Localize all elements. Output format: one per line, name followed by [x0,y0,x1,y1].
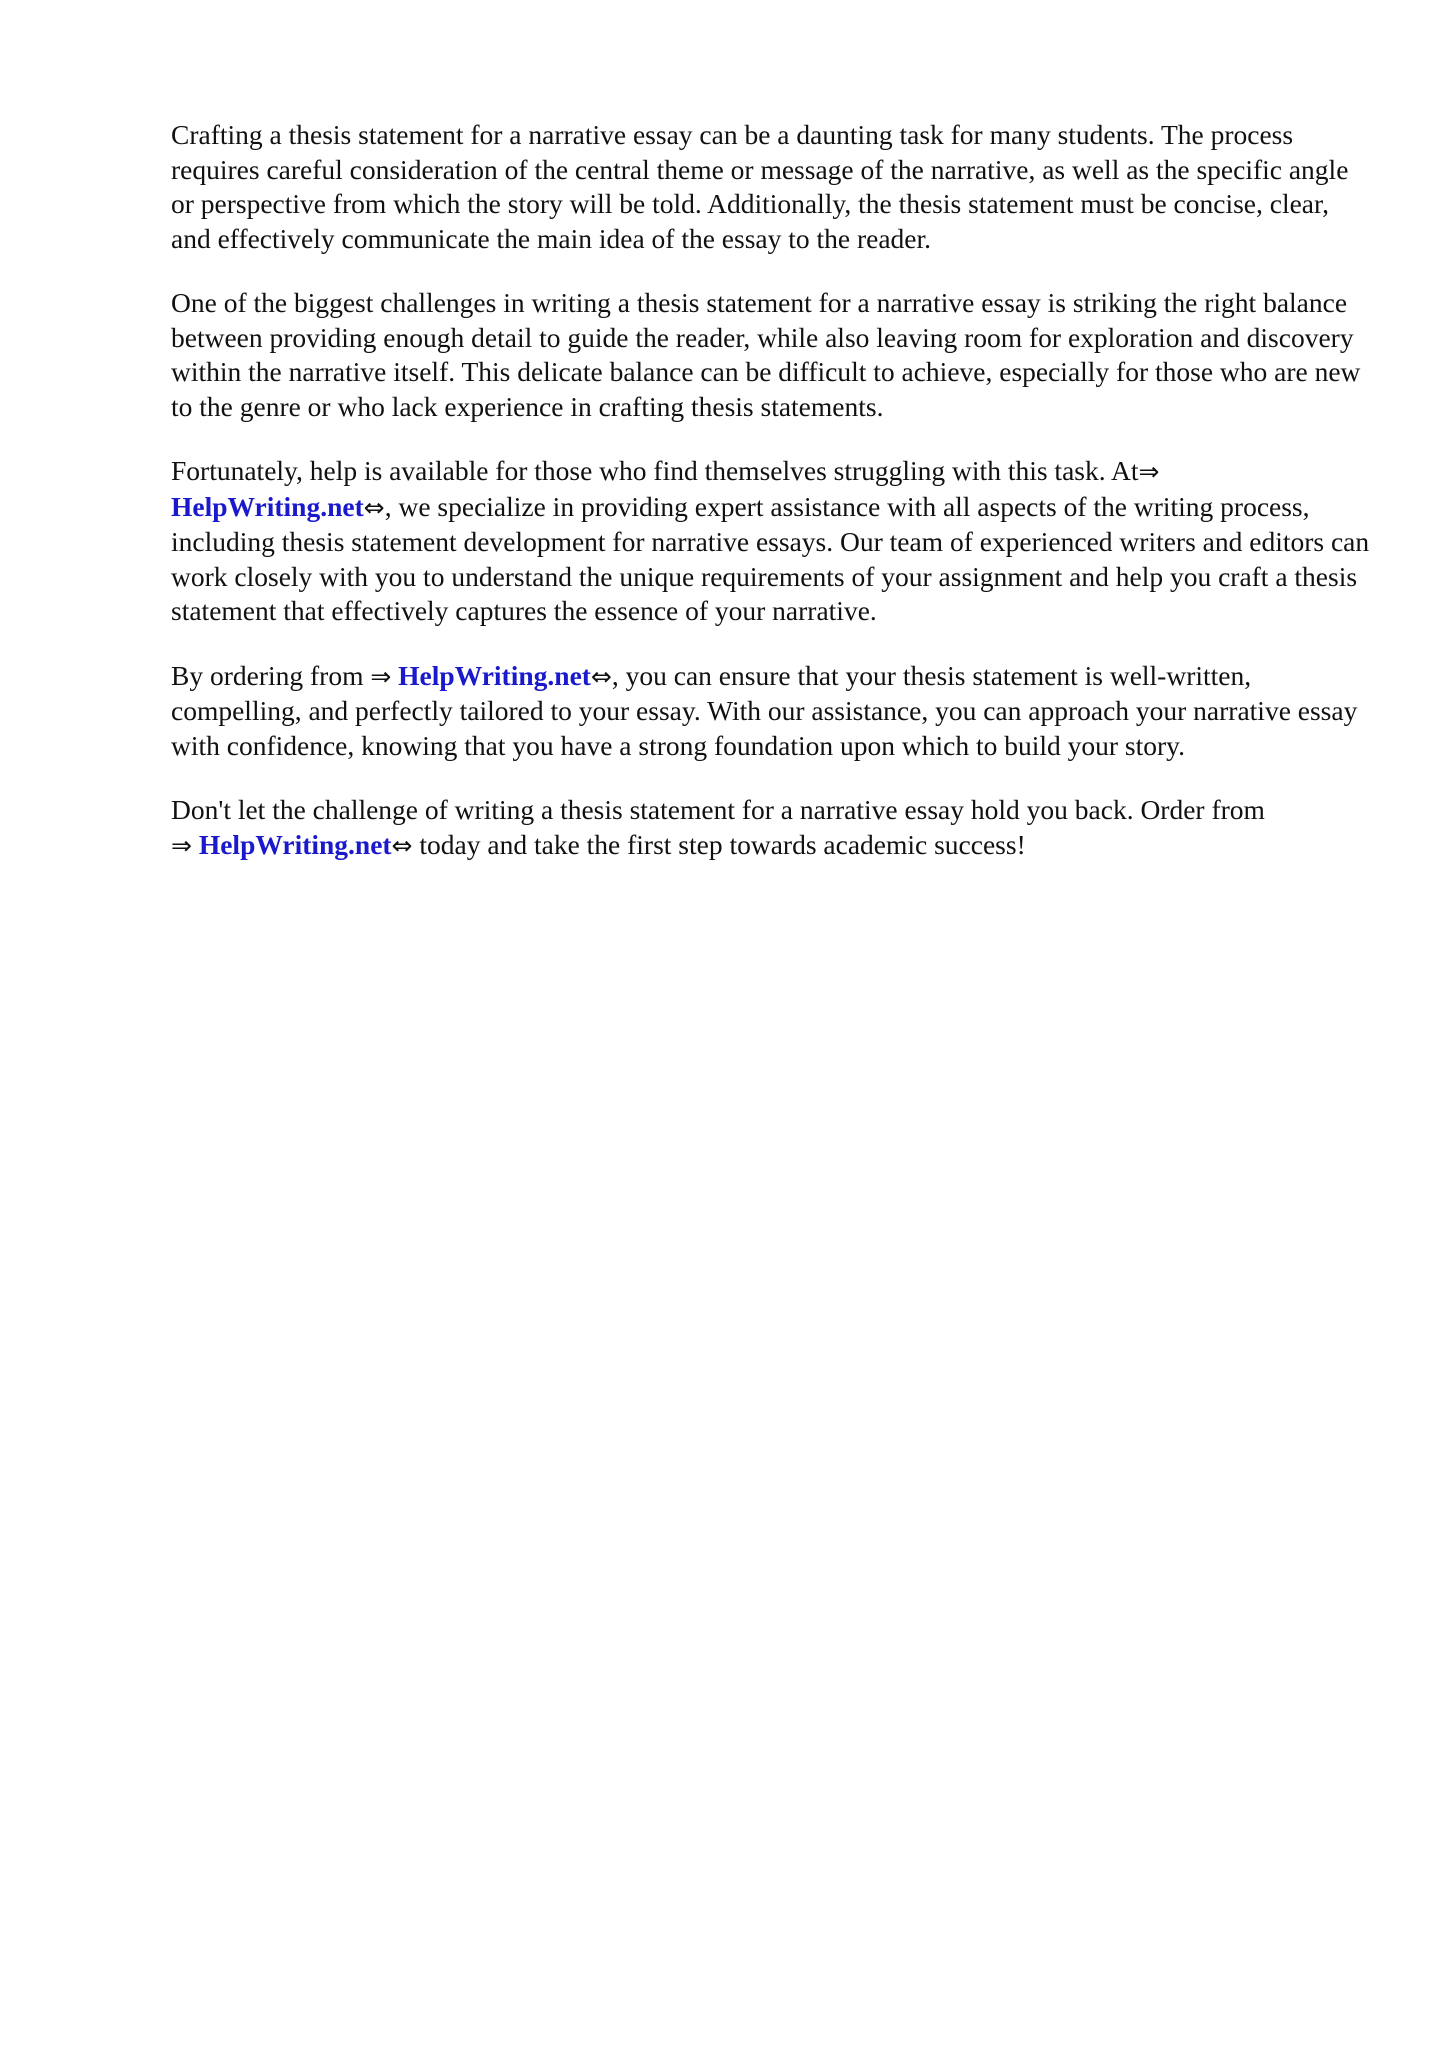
paragraph-closing [171,793,1371,863]
arrow-right-icon: ⇒ [1138,457,1160,486]
arrow-both-icon: ⇔ [590,661,612,691]
helpwriting-link[interactable]: HelpWriting.net [398,659,591,691]
document-page [171,118,1371,893]
paragraph-challenges: One of the biggest challenges in writing a thesis statement for a narrative essay is striking the right balance between providing enough detail to guide the reader, while also leaving room for exploration and discovery within the narrative itself. This delicate balance can be difficult to achieve, especially for those who are new to the genre or who lack experience in crafting thesis statements. [171,287,1361,422]
paragraph-help-lead: Fortunately, help is available for those who find themselves struggling with this task. At [171,455,1139,486]
paragraph-closing-rest: today and take the first step towards academic success! [419,828,1026,860]
paragraph-ordering [171,659,1371,764]
paragraph-closing-lead: Don't let the challenge of writing a thesis statement for a narrative essay hold you back. Order from [171,794,1265,825]
paragraph-ordering-lead: By ordering from [171,659,364,691]
paragraph-intro: Crafting a thesis statement for a narrative essay can be a daunting task for many students. The process requires careful consideration of the central theme or message of the narrative, as well as the specific angle or perspective from which the story will be told. Additionally, the thesis statement must be concise, clear, and effectively communicate the main idea of the essay to the reader. [171,119,1349,254]
paragraph-help-rest: , we specialize in providing expert assistance with all aspects of the writing process, including thesis statement development for narrative essays. Our team of experienced writers and editors can work closely with you to understand the unique requirements of your assignment and help you craft a thesis statement that effectively captures the essence of your narrative. [171,490,1370,626]
helpwriting-link[interactable]: HelpWriting.net [171,490,364,522]
paragraph-help [171,454,1371,629]
arrow-right-icon: ⇒ [370,661,392,691]
arrow-right-icon: ⇒ [171,830,192,860]
arrow-both-icon: ⇔ [391,830,413,860]
helpwriting-link[interactable]: HelpWriting.net [198,828,392,860]
arrow-both-icon: ⇔ [363,492,385,522]
paragraph-ordering-rest: , you can ensure that your thesis statement is well-written, compelling, and perfectly tailored to your essay. With our assistance, you can approach your narrative essay with confidence, knowing that you have a strong foundation upon which to build your story. [171,659,1358,761]
